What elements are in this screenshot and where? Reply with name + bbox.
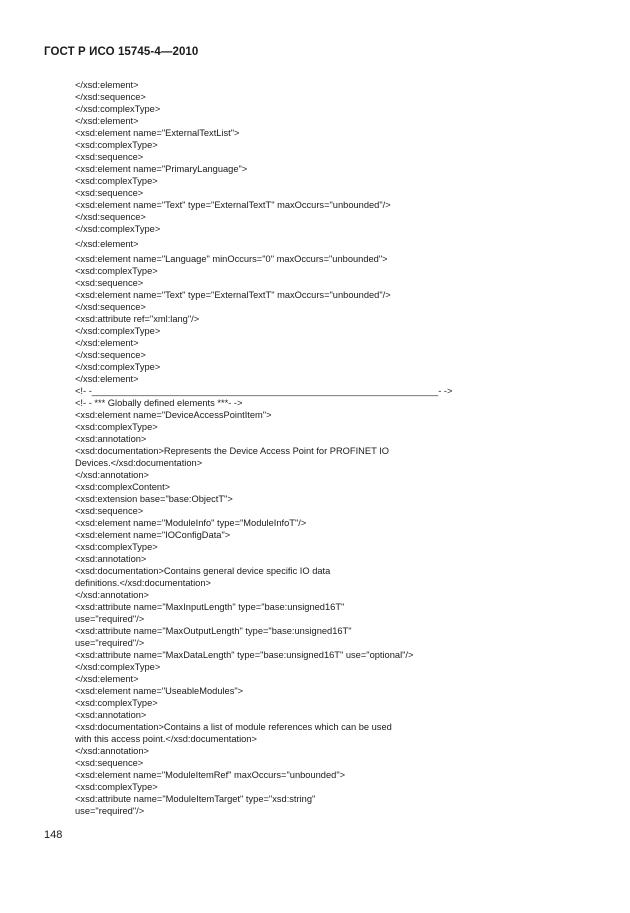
code-line: use="required"/> bbox=[75, 806, 145, 816]
code-line: <!- - *** Globally defined elements ***- -> bbox=[75, 398, 243, 408]
code-line: <xsd:sequence> bbox=[75, 506, 144, 516]
code-line: <xsd:attribute name="MaxInputLength" type="base:unsigned16T" bbox=[75, 602, 345, 612]
code-line: <xsd:complexType> bbox=[75, 176, 158, 186]
code-line: </xsd:annotation> bbox=[75, 590, 149, 600]
code-line: <!- -___________________________________________________________________- -> bbox=[75, 386, 453, 396]
code-line: <xsd:complexType> bbox=[75, 422, 158, 432]
code-line: <xsd:complexType> bbox=[75, 542, 158, 552]
code-line: <xsd:element name="ModuleInfo" type="ModuleInfoT"/> bbox=[75, 518, 307, 528]
code-line: <xsd:complexType> bbox=[75, 698, 158, 708]
code-line: <xsd:documentation>Contains a list of module references which can be used bbox=[75, 722, 392, 732]
code-line: Devices.</xsd:documentation> bbox=[75, 458, 203, 468]
code-line: use="required"/> bbox=[75, 614, 145, 624]
code-line: <xsd:sequence> bbox=[75, 278, 144, 288]
code-line: </xsd:annotation> bbox=[75, 470, 149, 480]
code-line: </xsd:element> bbox=[75, 80, 139, 90]
code-line: <xsd:complexType> bbox=[75, 266, 158, 276]
code-line: <xsd:sequence> bbox=[75, 152, 144, 162]
code-line: <xsd:complexContent> bbox=[75, 482, 171, 492]
code-line: <xsd:element name="Text" type="ExternalTextT" maxOccurs="unbounded"/> bbox=[75, 290, 391, 300]
code-line: </xsd:complexType> bbox=[75, 224, 161, 234]
code-line: <xsd:element name="DeviceAccessPointItem"> bbox=[75, 410, 272, 420]
code-line: <xsd:element name="IOConfigData"> bbox=[75, 530, 231, 540]
code-line: <xsd:attribute name="ModuleItemTarget" type="xsd:string" bbox=[75, 794, 316, 804]
code-line: </xsd:complexType> bbox=[75, 104, 161, 114]
code-line: <xsd:annotation> bbox=[75, 710, 147, 720]
code-line: <xsd:sequence> bbox=[75, 188, 144, 198]
code-line: </xsd:complexType> bbox=[75, 326, 161, 336]
code-line: with this access point.</xsd:documentation> bbox=[75, 734, 257, 744]
code-line: <xsd:element name="Text" type="ExternalTextT" maxOccurs="unbounded"/> bbox=[75, 200, 391, 210]
code-line: <xsd:element name="UseableModules"> bbox=[75, 686, 244, 696]
xml-schema-listing bbox=[75, 79, 595, 817]
code-line: <xsd:extension base="base:ObjectT"> bbox=[75, 494, 233, 504]
code-line: <xsd:documentation>Contains general device specific IO data bbox=[75, 566, 331, 576]
code-line: </xsd:element> bbox=[75, 239, 139, 249]
document-header: ГОСТ Р ИСО 15745-4—2010 bbox=[44, 46, 199, 58]
code-line: <xsd:element name="ModuleItemRef" maxOccurs="unbounded"> bbox=[75, 770, 346, 780]
code-line: </xsd:sequence> bbox=[75, 350, 146, 360]
code-line: </xsd:sequence> bbox=[75, 302, 146, 312]
code-line: <xsd:documentation>Represents the Device Access Point for PROFINET IO bbox=[75, 446, 390, 456]
code-line: <xsd:complexType> bbox=[75, 140, 158, 150]
code-line: </xsd:annotation> bbox=[75, 746, 149, 756]
code-line: <xsd:complexType> bbox=[75, 782, 158, 792]
code-line: <xsd:sequence> bbox=[75, 758, 144, 768]
code-line: </xsd:element> bbox=[75, 338, 139, 348]
code-line: <xsd:attribute ref="xml:lang"/> bbox=[75, 314, 200, 324]
code-line: </xsd:complexType> bbox=[75, 662, 161, 672]
code-line: <xsd:attribute name="MaxDataLength" type="base:unsigned16T" use="optional"/> bbox=[75, 650, 414, 660]
code-line: <xsd:attribute name="MaxOutputLength" type="base:unsigned16T" bbox=[75, 626, 352, 636]
code-line: <xsd:element name="ExternalTextList"> bbox=[75, 128, 240, 138]
code-line: <xsd:element name="Language" minOccurs="0" maxOccurs="unbounded"> bbox=[75, 254, 388, 264]
code-line: definitions.</xsd:documentation> bbox=[75, 578, 211, 588]
page-number: 148 bbox=[44, 829, 63, 841]
code-line: <xsd:annotation> bbox=[75, 434, 147, 444]
code-line: <xsd:element name="PrimaryLanguage"> bbox=[75, 164, 248, 174]
code-line: </xsd:sequence> bbox=[75, 212, 146, 222]
code-line: <xsd:annotation> bbox=[75, 554, 147, 564]
code-line: </xsd:element> bbox=[75, 374, 139, 384]
code-line: </xsd:complexType> bbox=[75, 362, 161, 372]
code-line: </xsd:sequence> bbox=[75, 92, 146, 102]
code-line: </xsd:element> bbox=[75, 116, 139, 126]
code-line: </xsd:element> bbox=[75, 674, 139, 684]
code-line: use="required"/> bbox=[75, 638, 145, 648]
